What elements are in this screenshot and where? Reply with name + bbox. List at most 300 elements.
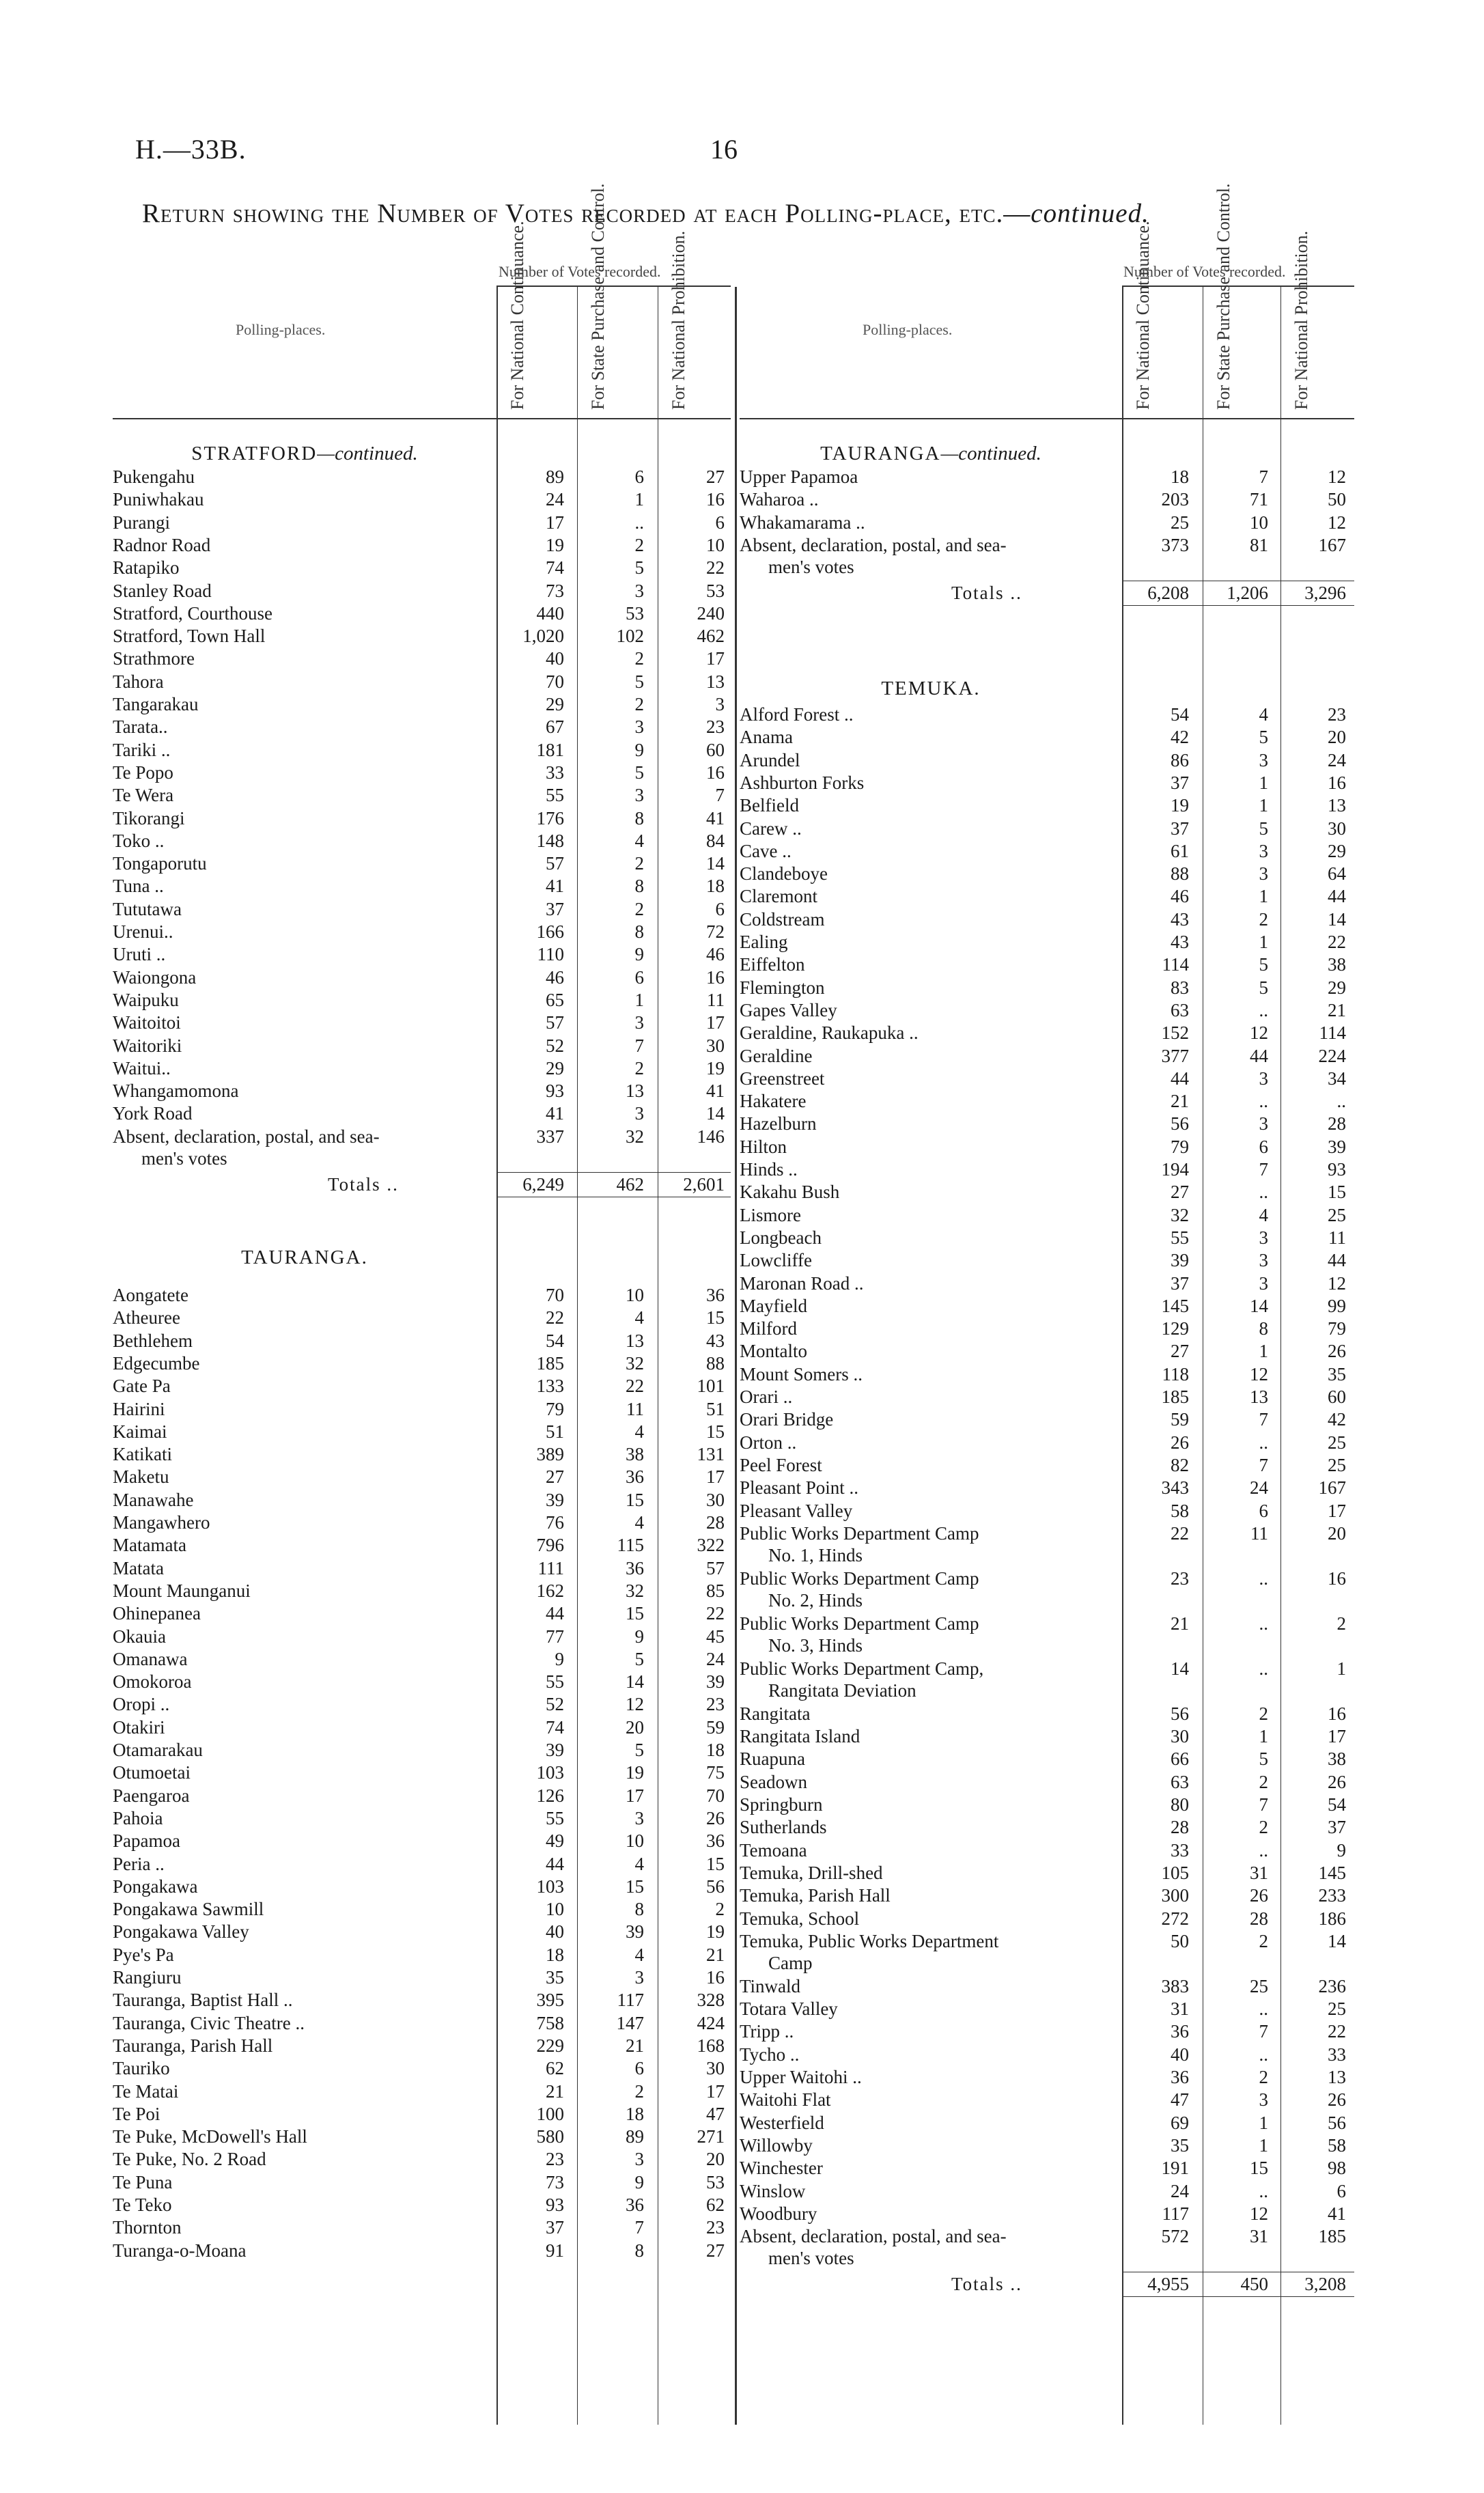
temuka-row-b-5-value-2: 2 — [1259, 1817, 1268, 1838]
temuka-row-c-0-value-3: 236 — [1318, 1975, 1346, 1996]
tauranga-row-8-value-2: 36 — [626, 1466, 644, 1488]
temuka-row-25-value-2: 3 — [1259, 1272, 1268, 1294]
tauranga-row-29-value-2: 4 — [634, 1944, 644, 1965]
tauranga-row-2 — [113, 1330, 731, 1352]
stratford-row-5 — [113, 580, 731, 602]
tauranga-row-25-name: Peria .. — [113, 1853, 165, 1874]
tauranga-row-10 — [113, 1512, 731, 1533]
tauranga-row-22-name: Paengaroa — [113, 1785, 190, 1806]
temuka-row-c-4 — [740, 2066, 1354, 2088]
stratford-row-8-value-3: 17 — [706, 648, 725, 669]
tauranga-row-19-name: Otakiri — [113, 1716, 165, 1738]
temuka-row-c-3 — [740, 2044, 1354, 2065]
tauranga-row-25-value-1: 44 — [546, 1853, 564, 1874]
tauranga-row-21-value-2: 19 — [626, 1762, 644, 1783]
temuka-row-29-value-2: 12 — [1250, 1363, 1268, 1384]
stratford-row-28 — [113, 1102, 731, 1124]
tauranga-row-6-value-3: 15 — [706, 1421, 725, 1442]
temuka-row-6-value-2: 3 — [1259, 840, 1268, 861]
stratford-row-12-value-1: 181 — [536, 739, 564, 760]
stratford-row-11 — [113, 716, 731, 738]
stratford-row-23-value-1: 65 — [546, 989, 564, 1010]
tauranga-totals-value-3: 3,296 — [1304, 582, 1346, 603]
tauranga-row-22-value-2: 17 — [626, 1785, 644, 1806]
temuka-row-2 — [740, 749, 1354, 771]
tauranga-row-26-value-3: 56 — [706, 1876, 725, 1897]
tauranga-row-20-value-1: 39 — [546, 1740, 564, 1760]
tauranga-row-5-name: Hairini — [113, 1398, 165, 1419]
temuka-row-33-name: Peel Forest — [740, 1454, 822, 1475]
temuka-row-0-value-3: 23 — [1328, 704, 1346, 725]
tauranga-cont-row-1-name: Waharoa .. — [740, 489, 819, 510]
temuka-row-22-name: Lismore — [740, 1204, 801, 1225]
tauranga-row-18-value-1: 52 — [546, 1694, 564, 1715]
temuka-row-32 — [740, 1432, 1354, 1453]
temuka-absent-row-line1: Absent, declaration, postal, and sea- — [740, 2226, 1007, 2247]
stratford-row-2-value-3: 6 — [715, 512, 725, 533]
temuka-row-17 — [740, 1090, 1354, 1112]
tauranga-row-13 — [113, 1580, 731, 1602]
tauranga-row-12-value-1: 111 — [537, 1557, 564, 1578]
stratford-row-21-name: Uruti .. — [113, 944, 166, 965]
tauranga-row-29-value-3: 21 — [706, 1944, 725, 1965]
temuka-row-24-value-1: 39 — [1171, 1250, 1189, 1271]
tauranga-row-11-value-3: 322 — [697, 1535, 725, 1556]
tauranga-cont-row-1-value-2: 71 — [1250, 489, 1268, 510]
temuka-pwd-camp-2-value-3: 2 — [1336, 1613, 1346, 1634]
tauranga-row-28-value-2: 39 — [626, 1921, 644, 1942]
tauranga-row-40-value-3: 62 — [706, 2195, 725, 2215]
stratford-row-11-name: Tarata.. — [113, 716, 168, 738]
temuka-row-0-value-1: 54 — [1171, 704, 1189, 725]
temuka-row-13-name: Gapes Valley — [740, 999, 837, 1020]
tauranga-row-18-name: Oropi .. — [113, 1694, 170, 1715]
tauranga-row-2-value-2: 13 — [626, 1330, 644, 1351]
tauranga-row-15-value-1: 77 — [546, 1626, 564, 1647]
tauranga-row-26 — [113, 1876, 731, 1897]
tauranga-row-4-name: Gate Pa — [113, 1376, 171, 1397]
tauranga-row-0-value-1: 70 — [546, 1285, 564, 1305]
stratford-row-10-value-2: 2 — [634, 694, 644, 714]
tauranga-row-4-value-1: 133 — [536, 1376, 564, 1397]
tauranga-row-30-value-2: 3 — [634, 1967, 644, 1988]
tauranga-row-33-value-1: 229 — [536, 2035, 564, 2056]
stratford-heading-continued: —continued. — [317, 443, 418, 464]
stratford-row-1 — [113, 488, 731, 510]
tauranga-row-25-value-2: 4 — [634, 1853, 644, 1874]
stratford-row-21-value-1: 110 — [537, 944, 564, 965]
polling-places-header: Polling-places. — [863, 321, 953, 338]
temuka-row-31-value-1: 59 — [1171, 1409, 1189, 1430]
stratford-row-19-value-3: 6 — [715, 898, 725, 919]
temuka-row-8-value-3: 44 — [1328, 886, 1346, 907]
tauranga-row-5-value-2: 11 — [626, 1398, 644, 1419]
temuka-row-9-name: Coldstream — [740, 908, 825, 930]
temuka-row-8-value-1: 46 — [1171, 886, 1189, 907]
tauranga-row-6 — [113, 1421, 731, 1443]
temuka-row-c-5-value-3: 26 — [1328, 2089, 1346, 2111]
tauranga-row-32-value-1: 758 — [536, 2012, 564, 2033]
temuka-row-17-value-3: .. — [1336, 1091, 1346, 1112]
temuka-row-c-8-value-1: 191 — [1161, 2158, 1189, 2179]
tauranga-row-31-name: Tauranga, Baptist Hall .. — [113, 1990, 293, 2011]
temuka-pwd-camp-2 — [740, 1613, 1354, 1634]
tauranga-row-21 — [113, 1761, 731, 1783]
temuka-row-4 — [740, 794, 1354, 816]
tauranga-cont-row-2 — [740, 512, 1354, 533]
table-divider — [735, 287, 737, 2425]
temuka-row-14 — [740, 1022, 1354, 1044]
tauranga-row-31-value-3: 328 — [697, 1990, 725, 2011]
temuka-row-c-9-value-1: 24 — [1171, 2180, 1189, 2201]
tauranga-row-41-name: Thornton — [113, 2217, 182, 2238]
tauranga-cont-row-0-value-2: 7 — [1259, 466, 1268, 487]
temuka-absent-row — [740, 2225, 1354, 2247]
temuka-row-15-value-2: 44 — [1250, 1045, 1268, 1066]
tauranga-row-12-name: Matata — [113, 1557, 164, 1578]
temuka-row-20-value-2: 7 — [1259, 1159, 1268, 1180]
temuka-row-21-value-3: 15 — [1328, 1182, 1346, 1203]
temuka-row-c-0 — [740, 1975, 1354, 1997]
temuka-row-c-1-name: Totara Valley — [740, 1998, 838, 2020]
temuka-row-5 — [740, 818, 1354, 839]
tauranga-row-40-value-2: 36 — [626, 2195, 644, 2215]
tauranga-absent-row-value-1: 373 — [1161, 534, 1189, 555]
temuka-row-b-0 — [740, 1703, 1354, 1725]
tauranga-row-40-name: Te Teko — [113, 2195, 172, 2215]
temuka-row-c-4-value-2: 2 — [1259, 2067, 1268, 2087]
tauranga-row-12-value-2: 36 — [626, 1557, 644, 1578]
temuka-row-15-value-1: 377 — [1161, 1045, 1189, 1066]
temuka-row-19 — [740, 1136, 1354, 1158]
stratford-row-17-value-1: 57 — [546, 853, 564, 874]
tauranga-row-39-name: Te Puna — [113, 2171, 173, 2192]
temuka-row-b-4-value-1: 80 — [1171, 1794, 1189, 1815]
stratford-row-17-value-3: 14 — [706, 853, 725, 874]
temuka-row-5-value-3: 30 — [1328, 818, 1346, 839]
temuka-row-34-name: Pleasant Point .. — [740, 1477, 858, 1499]
temuka-row-6-name: Cave .. — [740, 840, 792, 861]
temuka-row-30-value-3: 60 — [1328, 1387, 1346, 1407]
stratford-row-22 — [113, 966, 731, 988]
tauranga-row-12-value-3: 57 — [706, 1557, 725, 1578]
temuka-row-b-9-name: Temuka, School — [740, 1908, 860, 1929]
temuka-row-c-7-value-3: 58 — [1328, 2134, 1346, 2156]
temuka-row-b-8-value-1: 300 — [1161, 1885, 1189, 1906]
temuka-row-b-4-name: Springburn — [740, 1794, 823, 1815]
temuka-pwd-camp-3-value-3: 1 — [1336, 1658, 1346, 1679]
stratford-row-1-name: Puniwhakau — [113, 489, 204, 510]
temuka-pwd-camp-0-line1: Public Works Department Camp — [740, 1522, 979, 1544]
temuka-row-26-value-2: 14 — [1250, 1295, 1268, 1316]
temuka-row-b-1-value-2: 1 — [1259, 1726, 1268, 1747]
temuka-row-30-name: Orari .. — [740, 1387, 793, 1407]
temuka-row-b-9-value-1: 272 — [1161, 1908, 1189, 1929]
temuka-pwd-camp-1-line2: No. 2, Hinds — [768, 1589, 863, 1611]
stratford-heading — [113, 443, 496, 465]
temuka-row-16-value-1: 44 — [1171, 1068, 1189, 1089]
tauranga-row-36-value-1: 100 — [536, 2103, 564, 2124]
temuka-row-c-1-value-3: 25 — [1328, 1998, 1346, 2020]
temuka-row-b-6-value-3: 9 — [1336, 1839, 1346, 1861]
tauranga-row-21-value-3: 75 — [706, 1762, 725, 1783]
tauranga-row-1-value-3: 15 — [706, 1307, 725, 1328]
tauranga-row-24-value-3: 36 — [706, 1830, 725, 1852]
temuka-row-11-value-2: 5 — [1259, 954, 1268, 975]
tauranga-row-6-value-1: 51 — [546, 1421, 564, 1442]
temuka-row-14-name: Geraldine, Raukapuka .. — [740, 1022, 919, 1044]
temuka-row-12 — [740, 977, 1354, 999]
tauranga-row-34-value-2: 6 — [634, 2058, 644, 2079]
tauranga-row-25 — [113, 1853, 731, 1875]
stratford-row-16-value-3: 84 — [706, 830, 725, 851]
temuka-row-1-value-2: 5 — [1259, 727, 1268, 748]
temuka-row-c-1-value-1: 31 — [1171, 1998, 1189, 2020]
tauranga-row-25-value-3: 15 — [706, 1853, 725, 1874]
temuka-totals-rule-bottom — [1122, 2296, 1354, 2297]
title-continued: continued. — [1031, 199, 1149, 228]
tauranga-row-37-name: Te Puke, McDowell's Hall — [113, 2126, 307, 2147]
column-header-3: For National Prohibition. — [669, 230, 688, 410]
tauranga-row-41 — [113, 2216, 731, 2238]
temuka-row-7 — [740, 863, 1354, 885]
title-main: Return showing the Number of Votes recorded at each Polling-place, etc. — [142, 199, 1004, 228]
temuka-row-14-value-2: 12 — [1250, 1022, 1268, 1044]
stratford-row-26 — [113, 1057, 731, 1079]
tauranga-absent-row-line2: men's votes — [768, 556, 854, 577]
temuka-absent-row-line2: men's votes — [768, 2248, 854, 2269]
stratford-row-22-value-1: 46 — [546, 966, 564, 988]
tauranga-row-23-value-3: 26 — [706, 1807, 725, 1828]
temuka-row-4-name: Belfield — [740, 795, 799, 816]
tauranga-row-35 — [113, 2080, 731, 2102]
stratford-totals — [113, 1173, 731, 1195]
tauranga-row-15-name: Okauia — [113, 1626, 166, 1647]
temuka-row-c-3-value-1: 40 — [1171, 2044, 1189, 2065]
tauranga-row-17 — [113, 1671, 731, 1693]
stratford-row-4-value-2: 5 — [634, 557, 644, 579]
stratford-row-0-value-1: 89 — [546, 466, 564, 487]
tauranga-row-38-value-3: 20 — [706, 2149, 725, 2170]
temuka-totals-value-2: 450 — [1240, 2274, 1268, 2295]
stratford-row-0 — [113, 466, 731, 488]
tauranga-totals-label: Totals .. — [951, 582, 1022, 603]
stratford-row-19-value-2: 2 — [634, 898, 644, 919]
temuka-row-17-name: Hakatere — [740, 1091, 807, 1112]
temuka-pwd-camp-0-value-3: 20 — [1328, 1522, 1346, 1544]
tauranga-row-0-value-2: 10 — [626, 1285, 644, 1305]
tauranga-row-31 — [113, 1989, 731, 2011]
temuka-pwd-camp-temuka-line2: Camp — [768, 1952, 813, 1973]
stratford-row-16-value-2: 4 — [634, 830, 644, 851]
temuka-row-b-8 — [740, 1884, 1354, 1906]
temuka-row-10-value-3: 22 — [1328, 932, 1346, 952]
temuka-row-c-3-value-2: .. — [1259, 2044, 1268, 2065]
tauranga-cont-row-0-value-1: 18 — [1171, 466, 1189, 487]
tauranga-row-35-name: Te Matai — [113, 2080, 179, 2102]
temuka-pwd-camp-1-cont — [740, 1589, 1354, 1611]
stratford-row-14-value-1: 55 — [546, 785, 564, 806]
temuka-totals-value-3: 3,208 — [1304, 2274, 1346, 2295]
stratford-row-16-name: Toko .. — [113, 830, 165, 851]
tauranga-row-29-value-1: 18 — [546, 1944, 564, 1965]
temuka-row-23-value-3: 11 — [1328, 1227, 1346, 1248]
temuka-row-23-value-2: 3 — [1259, 1227, 1268, 1248]
temuka-row-c-3-value-3: 33 — [1328, 2044, 1346, 2065]
tauranga-row-40-value-1: 93 — [546, 2195, 564, 2215]
tauranga-row-24-name: Papamoa — [113, 1830, 180, 1852]
tauranga-row-16-name: Omanawa — [113, 1648, 188, 1669]
temuka-row-b-3-value-2: 2 — [1259, 1771, 1268, 1792]
tauranga-row-26-value-1: 103 — [536, 1876, 564, 1897]
temuka-row-c-5 — [740, 2089, 1354, 2111]
stratford-row-24-value-2: 3 — [634, 1012, 644, 1033]
tauranga-row-9-value-1: 39 — [546, 1489, 564, 1510]
temuka-row-b-7-value-2: 31 — [1250, 1862, 1268, 1883]
temuka-row-0 — [740, 704, 1354, 725]
temuka-row-4-value-1: 19 — [1171, 795, 1189, 816]
tauranga-row-18 — [113, 1693, 731, 1715]
temuka-row-b-8-value-2: 26 — [1250, 1885, 1268, 1906]
stratford-heading-name: STRATFORD — [191, 443, 318, 464]
temuka-row-33-value-2: 7 — [1259, 1454, 1268, 1475]
temuka-row-15 — [740, 1045, 1354, 1067]
header-top-rule — [496, 285, 731, 287]
tauranga-row-36-value-2: 18 — [626, 2103, 644, 2124]
temuka-row-9-value-3: 14 — [1328, 908, 1346, 930]
temuka-pwd-camp-temuka-cont — [740, 1952, 1354, 1974]
temuka-row-b-6 — [740, 1839, 1354, 1861]
temuka-row-18-value-2: 3 — [1259, 1113, 1268, 1134]
temuka-pwd-camp-1-value-2: .. — [1259, 1568, 1268, 1589]
tauranga-absent-row-line1: Absent, declaration, postal, and sea- — [740, 534, 1007, 555]
tauranga-row-39-value-3: 53 — [706, 2171, 725, 2192]
page-number: 16 — [710, 134, 738, 165]
tauranga-row-16-value-3: 24 — [706, 1648, 725, 1669]
temuka-row-24-name: Lowcliffe — [740, 1250, 812, 1271]
temuka-pwd-camp-0 — [740, 1522, 1354, 1544]
tauranga-row-22-value-3: 70 — [706, 1785, 725, 1806]
tauranga-cont-row-2-value-1: 25 — [1171, 512, 1189, 533]
stratford-row-16 — [113, 830, 731, 852]
tauranga-cont-row-0 — [740, 466, 1354, 488]
temuka-row-27-value-1: 129 — [1161, 1318, 1189, 1339]
stratford-row-25-value-1: 52 — [546, 1035, 564, 1056]
temuka-row-4-value-2: 1 — [1259, 795, 1268, 816]
tauranga-row-38-name: Te Puke, No. 2 Road — [113, 2149, 266, 2170]
temuka-row-35-name: Pleasant Valley — [740, 1500, 853, 1521]
temuka-row-1-name: Anama — [740, 727, 793, 748]
tauranga-row-2-value-3: 43 — [706, 1330, 725, 1351]
tauranga-row-4-value-3: 101 — [697, 1376, 725, 1397]
tauranga-row-6-value-2: 4 — [634, 1421, 644, 1442]
temuka-absent-row-value-2: 31 — [1250, 2226, 1268, 2247]
temuka-pwd-camp-temuka — [740, 1930, 1354, 1952]
tauranga-row-23 — [113, 1807, 731, 1829]
temuka-row-0-value-2: 4 — [1259, 704, 1268, 725]
temuka-row-b-2-name: Ruapuna — [740, 1749, 805, 1770]
stratford-row-26-name: Waitui.. — [113, 1057, 171, 1078]
tauranga-cont-row-0-value-3: 12 — [1328, 466, 1346, 487]
polling-places-header: Polling-places. — [236, 321, 326, 338]
temuka-row-6-value-3: 29 — [1328, 840, 1346, 861]
temuka-row-32-name: Orton .. — [740, 1432, 797, 1453]
stratford-row-8 — [113, 647, 731, 669]
tauranga-row-20-value-3: 18 — [706, 1740, 725, 1760]
temuka-row-b-3-value-1: 63 — [1171, 1771, 1189, 1792]
stratford-row-13 — [113, 762, 731, 783]
temuka-row-c-10 — [740, 2203, 1354, 2225]
temuka-pwd-camp-2-line1: Public Works Department Camp — [740, 1613, 979, 1634]
temuka-row-3-name: Ashburton Forks — [740, 772, 865, 793]
tauranga-row-17-value-1: 55 — [546, 1671, 564, 1693]
temuka-pwd-camp-3-line1: Public Works Department Camp, — [740, 1658, 984, 1679]
tauranga-row-37-value-2: 89 — [626, 2126, 644, 2147]
stratford-row-24 — [113, 1012, 731, 1033]
temuka-pwd-camp-temuka-value-1: 50 — [1171, 1930, 1189, 1951]
temuka-row-29-name: Mount Somers .. — [740, 1363, 863, 1384]
stratford-row-11-value-2: 3 — [634, 716, 644, 738]
temuka-row-c-0-value-1: 383 — [1161, 1975, 1189, 1996]
stratford-row-28-name: York Road — [113, 1103, 193, 1124]
temuka-row-24-value-2: 3 — [1259, 1250, 1268, 1271]
stratford-row-13-value-2: 5 — [634, 762, 644, 783]
tauranga-totals-value-1: 6,208 — [1147, 582, 1189, 603]
tauranga-row-41-value-1: 37 — [546, 2217, 564, 2238]
header-bottom-rule — [740, 418, 1354, 419]
stratford-row-21 — [113, 943, 731, 965]
temuka-row-b-2-value-2: 5 — [1259, 1749, 1268, 1770]
stratford-row-24-value-3: 17 — [706, 1012, 725, 1033]
temuka-pwd-camp-1 — [740, 1568, 1354, 1589]
temuka-row-b-5-value-1: 28 — [1171, 1817, 1189, 1838]
stratford-row-27-value-1: 93 — [546, 1081, 564, 1102]
stratford-row-10-value-1: 29 — [546, 694, 564, 714]
tauranga-row-42 — [113, 2240, 731, 2261]
temuka-row-10 — [740, 931, 1354, 953]
temuka-row-16-value-3: 34 — [1328, 1068, 1346, 1089]
tauranga-cont-row-0-name: Upper Papamoa — [740, 466, 858, 487]
temuka-row-27-name: Milford — [740, 1318, 797, 1339]
temuka-row-b-7-value-3: 145 — [1318, 1862, 1346, 1883]
temuka-row-25-name: Maronan Road .. — [740, 1272, 864, 1294]
tauranga-row-0-value-3: 36 — [706, 1285, 725, 1305]
temuka-row-5-value-1: 37 — [1171, 818, 1189, 839]
stratford-row-17-value-2: 2 — [634, 853, 644, 874]
tauranga-cont-row-2-value-3: 12 — [1328, 512, 1346, 533]
tauranga-row-20-name: Otamarakau — [113, 1740, 203, 1760]
temuka-pwd-camp-0-value-2: 11 — [1250, 1522, 1268, 1544]
tauranga-row-17-name: Omokoroa — [113, 1671, 192, 1693]
tauranga-row-32-value-2: 147 — [616, 2012, 644, 2033]
temuka-row-c-10-name: Woodbury — [740, 2203, 817, 2224]
tauranga-row-33-value-3: 168 — [697, 2035, 725, 2056]
stratford-row-5-name: Stanley Road — [113, 580, 212, 601]
temuka-row-3-value-2: 1 — [1259, 772, 1268, 793]
temuka-row-1-value-1: 42 — [1171, 727, 1189, 748]
tauranga-row-1-name: Atheuree — [113, 1307, 180, 1328]
temuka-row-6 — [740, 840, 1354, 862]
stratford-row-28-value-2: 3 — [634, 1103, 644, 1124]
stratford-row-21-value-3: 46 — [706, 944, 725, 965]
tauranga-row-14 — [113, 1602, 731, 1624]
temuka-row-25-value-3: 12 — [1328, 1272, 1346, 1294]
temuka-row-9-value-1: 43 — [1171, 908, 1189, 930]
stratford-row-8-value-1: 40 — [546, 648, 564, 669]
tauranga-row-22 — [113, 1785, 731, 1807]
temuka-row-b-8-name: Temuka, Parish Hall — [740, 1885, 891, 1906]
temuka-row-c-1-value-2: .. — [1259, 1998, 1268, 2020]
